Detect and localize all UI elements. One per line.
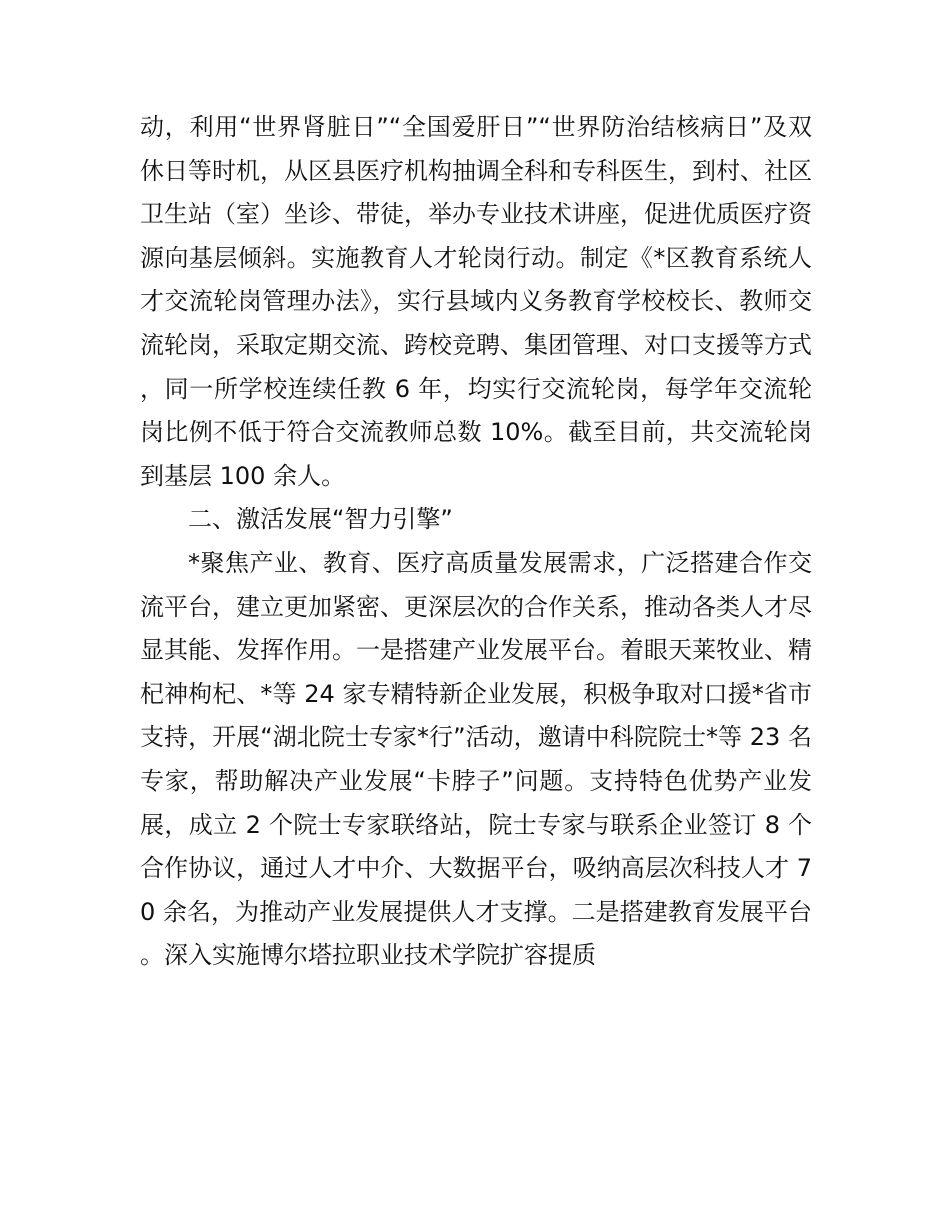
paragraph-platforms: *聚焦产业、教育、医疗高质量发展需求，广泛搭建合作交流平台，建立更加紧密、更深层次的合作关系，推动各类人才尽显其能、发挥作用。一是搭建产业发展平台。着眼天莱牧业、精杞神枸杞、*等 24 家专精特新企业发展，积极争取对口援*省市支持，开展“湖北院士专家*行”活动，邀请中科院院士*等 23 名专家，帮助解决产业发展“卡脖子”问题。支持特色优势产业发展，成立 2 个院士专家联络站，院士专家与联系企业签订 8 个合作协议，通过人才中介、大数据平台，吸纳高层次科技人才 70 余名，为推动产业发展提供人才支撑。二是搭建教育发展平台。深入实施博尔塔拉职业技术学院扩容提质 bbox=[140, 548, 812, 970]
section-heading-2: 二、激活发展“智力引擎” bbox=[188, 505, 453, 534]
document-body bbox=[140, 106, 812, 978]
paragraph-talent-rotation: 动，利用“世界肾脏日”“全国爱肝日”“世界防治结核病日”及双休日等时机，从区县医疗机构抽调全科和专科医生，到村、社区卫生站（室）坐诊、带徒，举办专业技术讲座，促进优质医疗资源向基层倾斜。实施教育人才轮岗行动。制定《*区教育系统人才交流轮岗管理办法》，实行县域内义务教育学校校长、教师交流轮岗，采取定期交流、跨校竞聘、集团管理、对口支援等方式，同一所学校连续任教 6 年，均实行交流轮岗，每学年交流轮岗比例不低于符合交流教师总数 10%。截至目前，共交流轮岗到基层 100 余人。 bbox=[140, 113, 812, 490]
